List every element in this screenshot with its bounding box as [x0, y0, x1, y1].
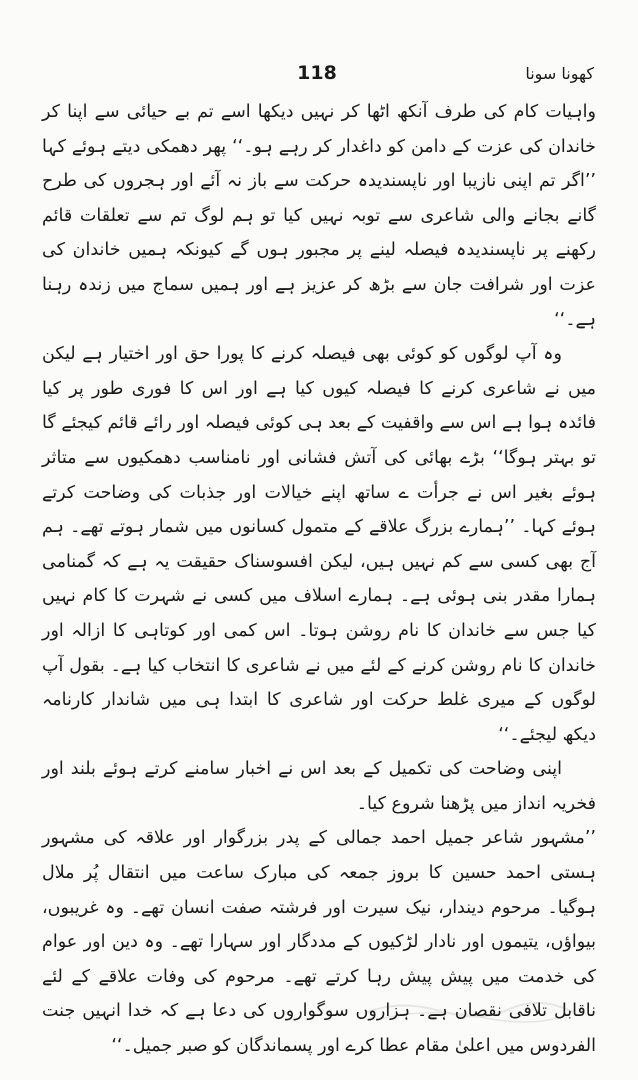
paragraph-1: واہیات کام کی طرف آنکھ اٹھا کر نہیں دیکھا اسے تم بے حیائی سے اپنا کر خاندان کی عزت کے دامن کو داغدار کر رہے ہو۔‘‘ پھر دھمکی دیتے ہوئے کہا ’’اگر تم اپنی نازیبا اور ناپسندیدہ حرکت سے باز نہ آئے اور ہجروں کی طرح گانے بجانے والی شاعری سے توبہ نہیں کیا تو ہم لوگ تم سے تعلقات قائم رکھنے پر ناپسندیدہ فیصلہ لینے پر مجبور ہوں گے کیونکہ ہمیں خاندان کی عزت اور شرافت جان سے بڑھ کر عزیز ہے اور ہمیں سماج میں زندہ رہنا ہے۔‘‘	[42, 102, 596, 330]
page-number: 118	[297, 62, 337, 84]
paragraph-3: اپنی وضاحت کی تکمیل کے بعد اس نے اخبار سامنے کرتے ہوئے بلند اور فخریہ انداز میں پڑھنا شروع کیا۔	[42, 759, 596, 814]
page-header	[40, 62, 594, 92]
faded-stamp-mark	[360, 995, 580, 1025]
page-body	[42, 95, 596, 1064]
book-title: کھونا سونا	[525, 64, 594, 83]
paragraph-4-obituary-quote: ’’مشہور شاعر جمیل احمد جمالی کے پدر بزرگوار اور علاقہ کی مشہور ہستی احمد حسین کا بروز جمعہ کی مبارک ساعت میں انتقال پُر ملال ہوگیا۔ مرحوم دیندار، نیک سیرت اور فرشتہ صفت انسان تھے۔ وہ غریبوں، بیواؤں، یتیموں اور نادار لڑکیوں کے مددگار اور سہارا تھے۔ وہ دین اور عوام کی خدمت میں پیش پیش رہا کرتے تھے۔ مرحوم کی وفات علاقے کے لئے ناقابل تلافی نقصان ہے۔ ہزاروں سوگواروں کی دعا ہے کہ خدا انہیں جنت الفردوس میں اعلیٰ مقام عطا کرے اور پسماندگان کو صبر جمیل۔‘‘	[42, 828, 596, 1057]
paragraph-2: وہ آپ لوگوں کو کوئی بھی فیصلہ کرنے کا پورا حق اور اختیار ہے لیکن میں نے شاعری کرنے کا فیصلہ کیوں کیا ہے اور اس کا فوری طور پر کیا فائدہ ہوا ہے اس سے واقفیت کے بعد ہی کوئی فیصلہ اور رائے قائم کیجئے گا تو بہتر ہوگا‘‘ بڑے بھائی کی آتش فشانی اور نامناسب دھمکیوں سے متاثر ہوئے بغیر اس نے جرأت ے ساتھ اپنے خیالات اور جذبات کی وضاحت کرتے ہوئے کہا۔ ’’ہمارے بزرگ علاقے کے متمول کسانوں میں شمار ہوتے تھے۔ ہم آج بھی کسی سے کم نہیں ہیں، لیکن افسوسناک حقیقت یہ ہے کہ گمنامی ہمارا مقدر بنی ہوئی ہے۔ ہمارے اسلاف میں کسی نے شہرت کا کام نہیں کیا جس سے خاندان کا نام روشن ہوتا۔ اس کمی اور کوتاہی کا ازالہ اور خاندان کا نام روشن کرنے کے لئے میں نے شاعری کا انتخاب کیا ہے۔ بقول آپ لوگوں کے میری غلط حرکت اور شاعری کا ابتدا ہی میں شاندار کارنامہ دیکھ لیجئے۔‘‘	[42, 344, 596, 745]
